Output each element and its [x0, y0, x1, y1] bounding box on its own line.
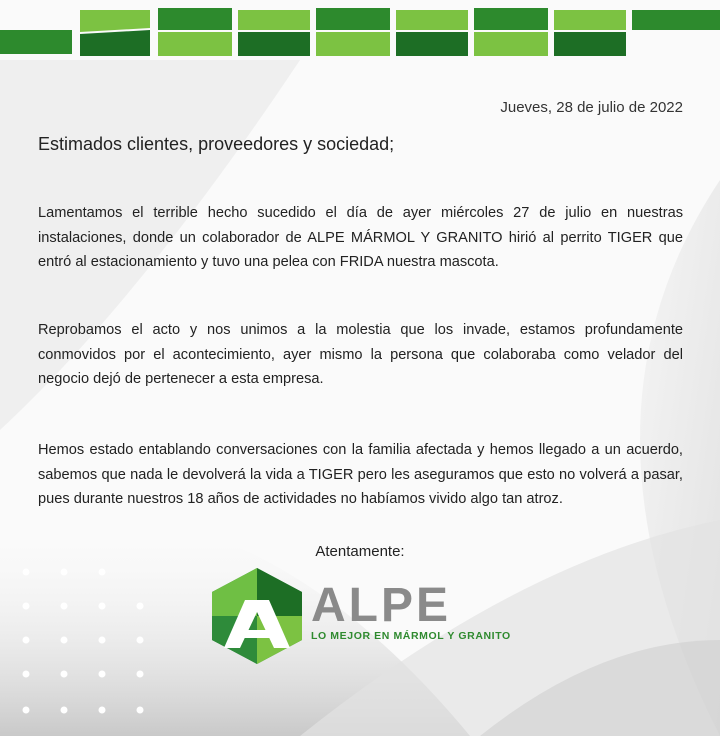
letter-greeting: Estimados clientes, proveedores y sociedad; — [38, 134, 395, 154]
logo-tagline: LO MEJOR EN MÁRMOL Y GRANITO — [311, 630, 511, 642]
header-stripe — [0, 0, 720, 62]
decorative-dots — [0, 560, 150, 736]
paragraph-incident: Lamentamos el terrible hecho sucedido el día de ayer miércoles 27 de julio en nuestras instalaciones, donde un colaborador de ALPE MÁRMOL Y GRANITO hirió al perrito TIGER que entró al estacionamiento y tuvo una pelea con FRIDA nuestra mascota. — [38, 205, 683, 270]
paragraph-agreement: Hemos estado entablando conversaciones con la familia afectada y hemos llegado a un acuerdo, sabemos que nada le devolverá la vida a TIGER pero les aseguramos que esto no volverá a pasar, pues durante nuestros 18 años de actividades no habíamos vivido algo tan atroz. — [38, 442, 683, 507]
letter-date: Jueves, 28 de julio de 2022 — [500, 99, 683, 116]
logo-name: ALPE — [311, 579, 452, 632]
header-tiles — [0, 8, 720, 56]
paragraph-response: Reprobamos el acto y nos unimos a la molestia que los invade, estamos profundamente conmovidos por el acontecimiento, ayer mismo la persona que colaboraba como velador del negocio dejó de pertenecer a esta empresa. — [38, 322, 683, 387]
alpe-logo-icon — [212, 568, 302, 664]
letter-closing: Atentamente: — [315, 543, 405, 560]
